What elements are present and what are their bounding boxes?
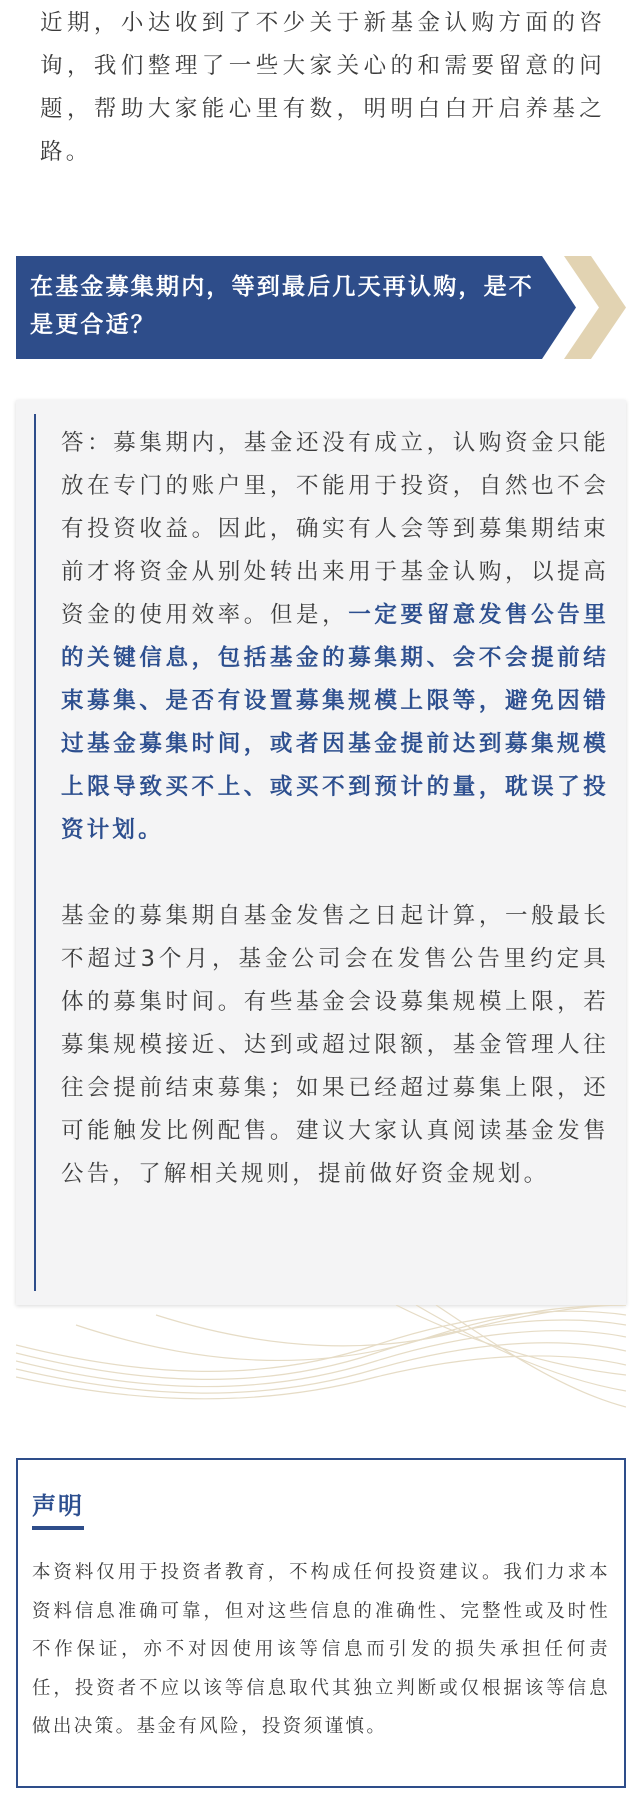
disclaimer-title: 声明 xyxy=(32,1492,84,1520)
intro-paragraph: 近期，小达收到了不少关于新基金认购方面的咨询，我们整理了一些大家关心的和需要留意的问题，帮助大家能心里有数，明明白白开启养基之路。 xyxy=(40,10,605,165)
answer-part2: 基金的募集期自基金发售之日起计算，一般最长不超过3个月，基金公司会在发售公告里约定具体的募集时间。有些基金会设募集规模上限，若募集规模接近、达到或超过限额，基金管理人往往会提前结束募集；如果已经超过募集上限，还可能触发比例配售。建议大家认真阅读基金发售公告，了解相关规则，提前做好资金规划。 xyxy=(61,903,609,1187)
answer-accent-bar xyxy=(34,414,36,1291)
disclaimer-text: 本资料仅用于投资者教育，不构成任何投资建议。我们力求本资料信息准确可靠，但对这些信息的准确性、完整性或及时性不作保证，亦不对因使用该等信息而引发的损失承担任何责任，投资者不应以该等信息取代其独立判断或仅根据该等信息做出决策。基金有风险，投资须谨慎。 xyxy=(32,1562,610,1737)
answer-highlight: 一定要留意发售公告里的关键信息，包括基金的募集期、会不会提前结束募集、是否有设置募集规模上限等，避免因错过基金募集时间，或者因基金提前达到募集规模上限导致买不上、或买不到预计的量，耽误了投资计划。 xyxy=(61,602,609,843)
disclaimer-title-underline xyxy=(32,1526,84,1530)
decorative-waves xyxy=(16,1305,626,1420)
answer-text xyxy=(61,422,609,1196)
answer-part1: 答：募集期内，基金还没有成立，认购资金只能放在专门的账户里，不能用于投资，自然也不会有投资收益。因此，确实有人会等到募集期结束前才将资金从别处转出来用于基金认购，以提高资金的使用效率。但是， xyxy=(61,430,609,628)
answer-box xyxy=(16,400,626,1305)
disclaimer-box xyxy=(16,1458,626,1788)
question-text: 在基金募集期内，等到最后几天再认购，是不是更合适？ xyxy=(30,274,534,338)
question-banner xyxy=(16,256,626,359)
